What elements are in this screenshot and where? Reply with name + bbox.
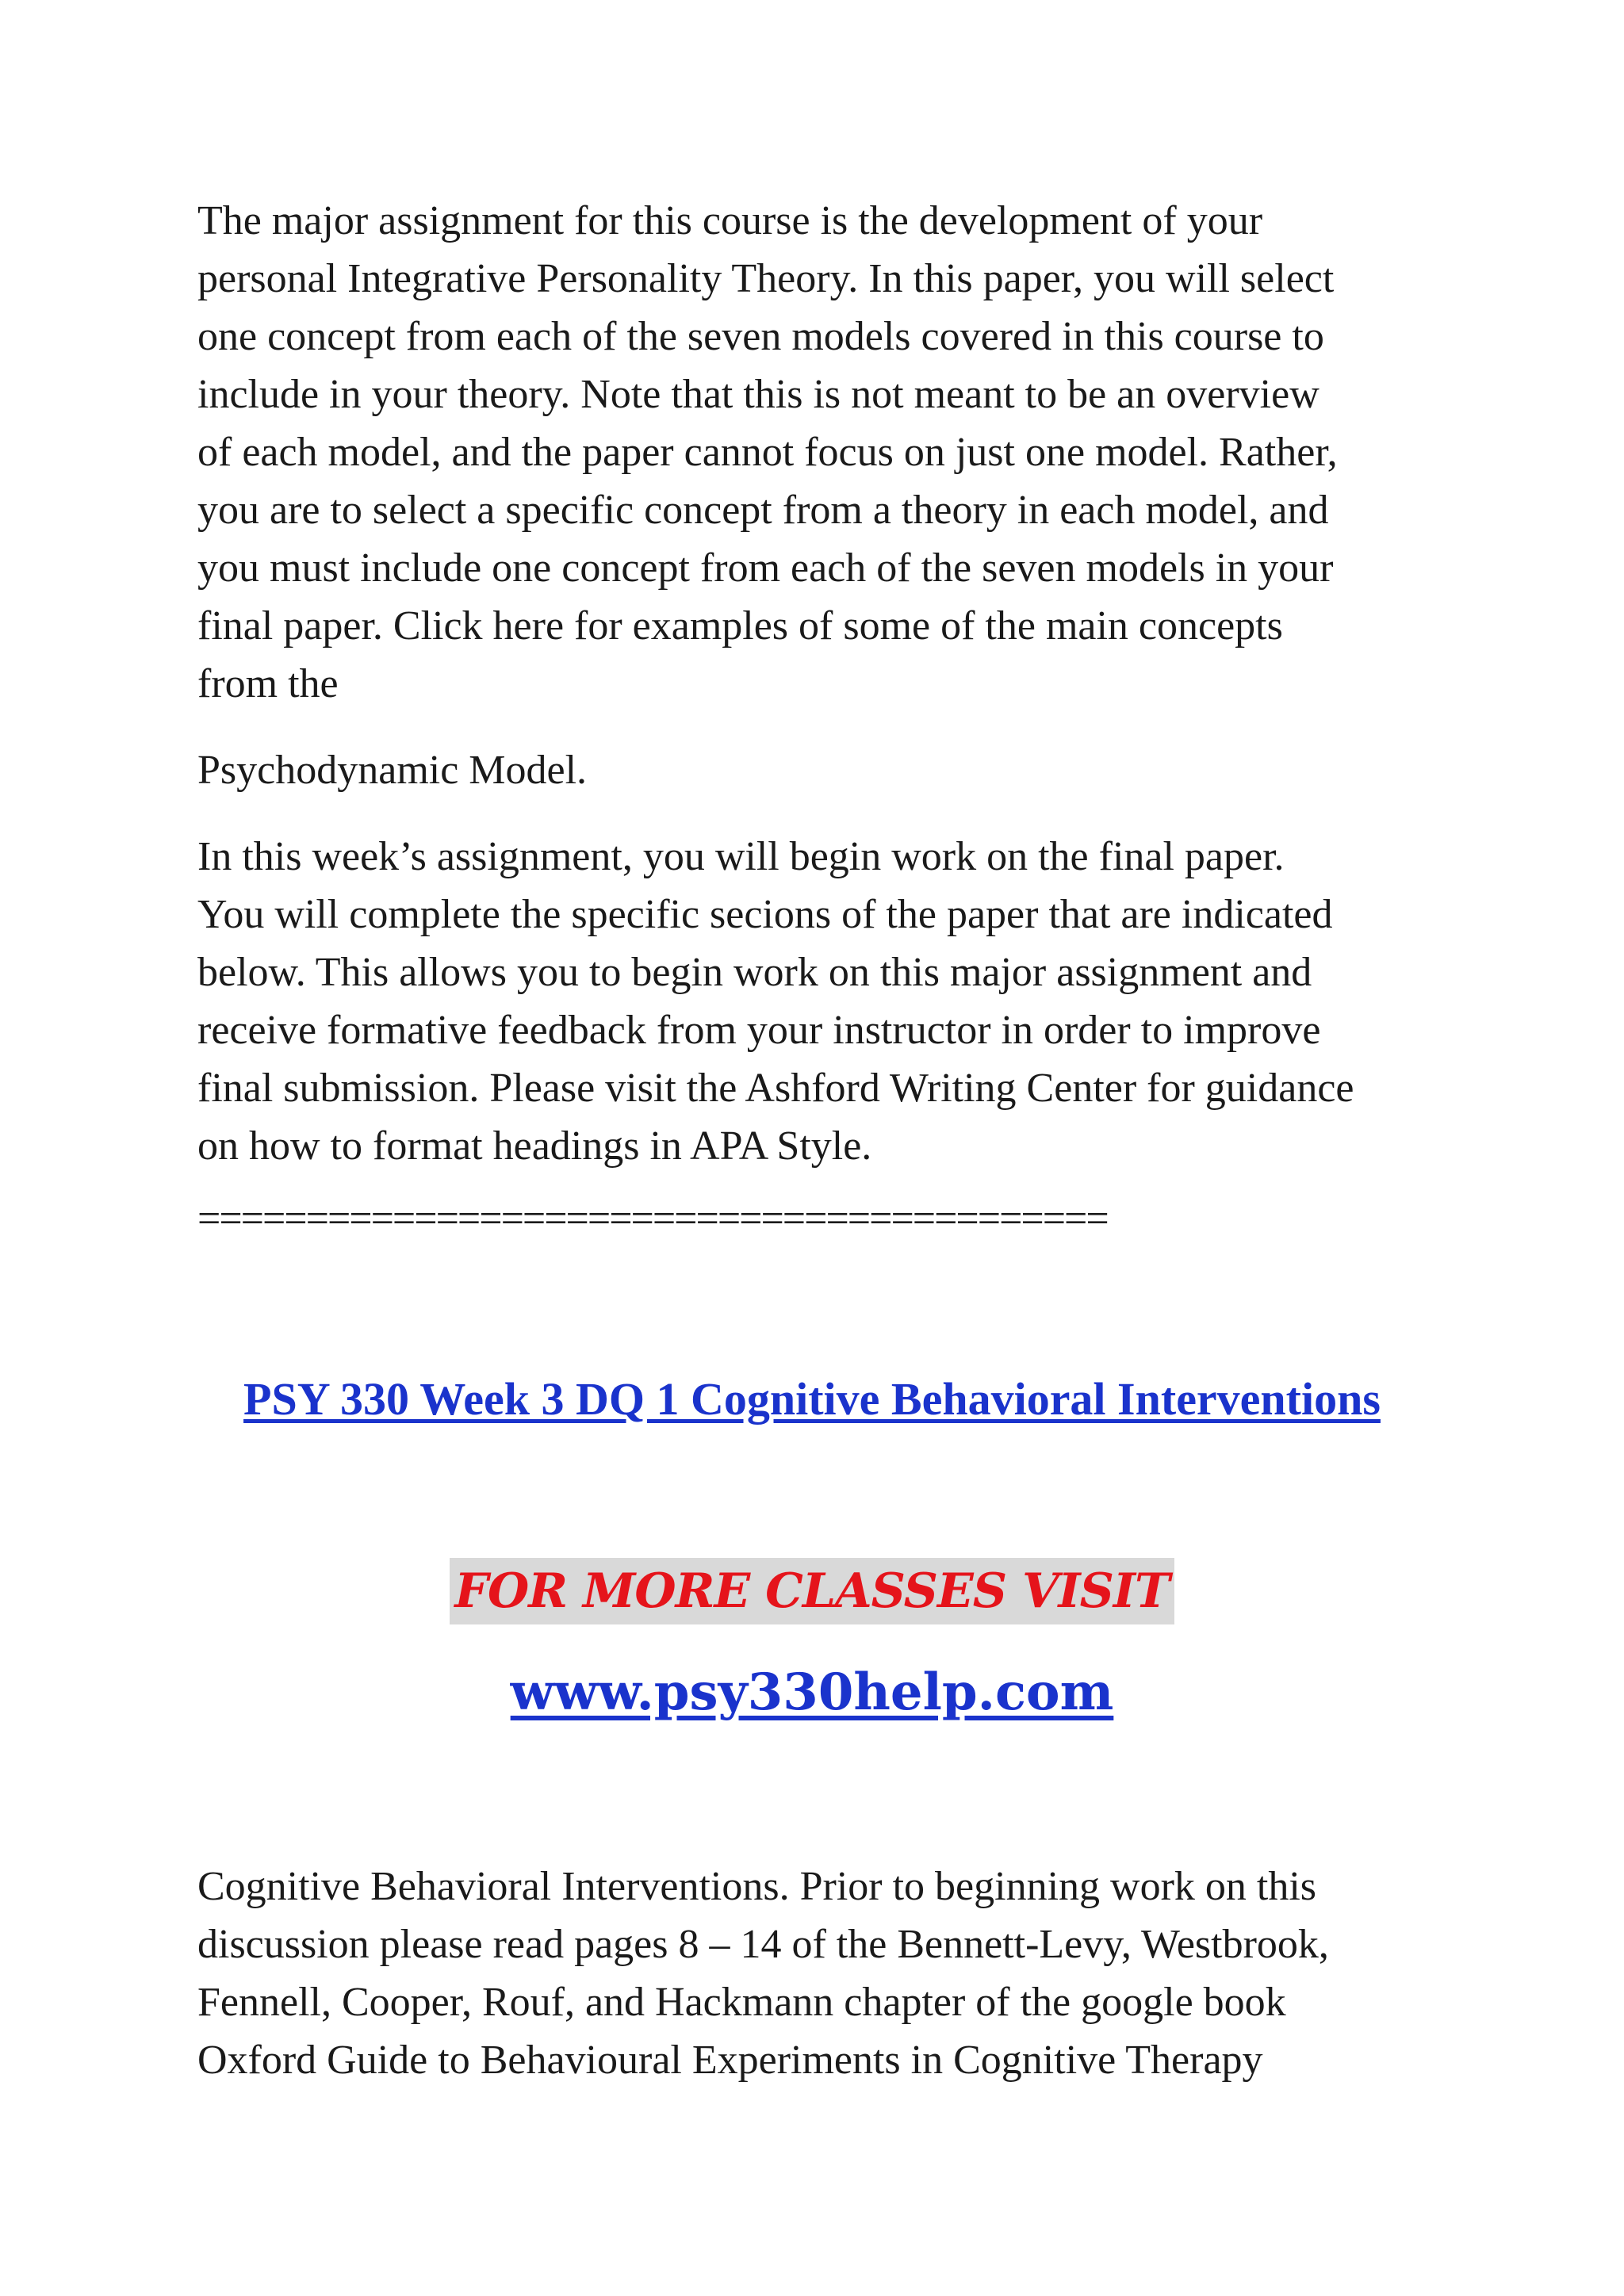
course-title-link[interactable]: PSY 330 Week 3 DQ 1 Cognitive Behavioral Interventions (243, 1373, 1381, 1425)
text-line: on how to format headings in APA Style. (197, 1123, 872, 1169)
text-line: you must include one concept from each of the seven models in your (197, 545, 1334, 591)
text-line: of each model, and the paper cannot focus on just one model. Rather, (197, 430, 1338, 475)
promo-text: FOR MORE CLASSES VISIT (450, 1558, 1174, 1624)
promo-banner (0, 1558, 1624, 1624)
text-line: The major assignment for this course is the development of your (197, 198, 1263, 243)
text-line: You will complete the specific secions of the paper that are indicated (197, 892, 1333, 937)
psychodynamic-model-line (197, 741, 1434, 799)
text-line: you are to select a specific concept from a theory in each model, and (197, 488, 1329, 533)
text-line: Cognitive Behavioral Interventions. Prior to beginning work on this (197, 1864, 1317, 1909)
text-line: Oxford Guide to Behavioural Experiments in Cognitive Therapy (197, 2038, 1263, 2083)
text-line: receive formative feedback from your instructor in order to improve (197, 1008, 1321, 1053)
assignment-description-paragraph (197, 192, 1434, 713)
text-line: final submission. Please visit the Ashford Writing Center for guidance (197, 1066, 1354, 1111)
text-line: In this week’s assignment, you will begin work on the final paper. (197, 834, 1285, 879)
separator-line: ========================================== (197, 1196, 1108, 1242)
text-line: final paper. Click here for examples of some of the main concepts (197, 603, 1283, 649)
text-line: below. This allows you to begin work on this major assignment and (197, 950, 1312, 995)
text-line: from the (197, 661, 339, 706)
discussion-description-paragraph (197, 1858, 1434, 2089)
text-line: Fennell, Cooper, Rouf, and Hackmann chapter of the google book (197, 1980, 1286, 2025)
text-line: Psychodynamic Model. (197, 748, 588, 793)
text-line: discussion please read pages 8 – 14 of the Bennett-Levy, Westbrook, (197, 1922, 1329, 1967)
text-line: personal Integrative Personality Theory. In this paper, you will select (197, 256, 1335, 301)
text-line: include in your theory. Note that this is not meant to be an overview (197, 372, 1320, 417)
website-link[interactable]: www.psy330help.com (510, 1663, 1114, 1722)
weekly-assignment-paragraph (197, 828, 1434, 1175)
text-line: one concept from each of the seven models covered in this course to (197, 314, 1324, 359)
